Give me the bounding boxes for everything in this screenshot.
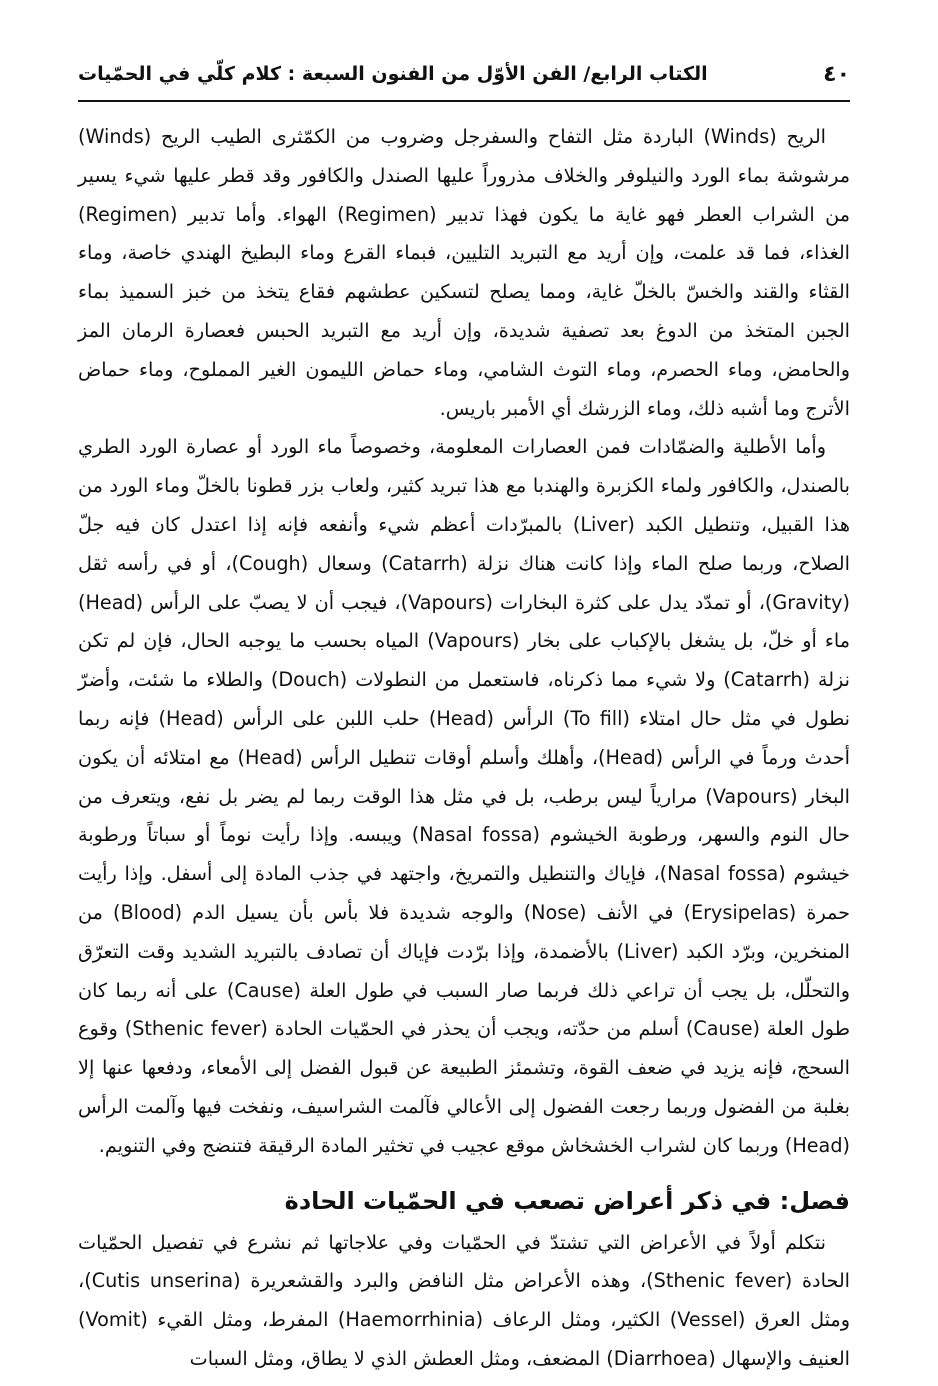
page-body	[78, 118, 850, 1379]
page-number: ٤٠	[823, 61, 850, 87]
running-title: الكتاب الرابع/ الفن الأوّل من الفنون السبعة : كلام كلّي في الحمّيات	[78, 63, 708, 85]
paragraph: الريح (Winds) الباردة مثل التفاح والسفرجل وضروب من الكمّثرى الطيب الريح (Winds) مرشوشة بماء الورد والنيلوفر والخلاف مذروراً عليها الصندل والكافور وقد قطر عليها شيء يسير من الشراب العطر فهو غاية ما يكون فهذا تدبير (Regimen) الهواء. وأما تدبير (Regimen) الغذاء، فما قد علمت، وإن أريد مع التبريد التليين، فبماء القرع وماء البطيخ الهندي خاصة، وماء القثاء والقند والخسّ بالخلّ غاية، ومما يصلح لتسكين عطشهم فقاع يتخذ من خبز السميذ بماء الجبن المتخذ من الدوغ بعد تصفية شديدة، وإن أريد مع التبريد الحبس فعصارة الرمان المز والحامض، وماء الحصرم، وماء التوث الشامي، وماء حماض الليمون الغير المملوح، وماء حماض الأترج وما أشبه ذلك، وماء الزرشك أي الأمبر باريس.	[78, 125, 850, 420]
section-paragraph: نتكلم أولاً في الأعراض التي تشتدّ في الحمّيات وفي علاجاتها ثم نشرع في تفصيل الحمّيات الحادة (Sthenic fever)، وهذه الأعراض مثل النافض والبرد والقشعريرة (Cutis unserina)، ومثل العرق (Vessel) الكثير، ومثل الرعاف (Haemorrhinia) المفرط، ومثل القيء (Vomit) العنيف والإسهال (Diarrhoea) المضعف، ومثل العطش الذي لا يطاق، ومثل السبات	[78, 1230, 851, 1370]
section-heading: فصل: في ذكر أعراض تصعب في الحمّيات الحادة	[284, 1186, 850, 1215]
page-header	[78, 52, 850, 96]
paragraph: وأما الأطلية والضمّادات فمن العصارات المعلومة، وخصوصاً ماء الورد أو عصارة الورد الطري بالصندل، والكافور ولماء الكزبرة والهندبا مع هذا تبريد كثير، ولعاب بزر قطونا بالخلّ وماء الورد من هذا القبيل، وتنطيل الكبد (Liver) بالمبرّدات أعظم شيء وأنفعه فإنه إذا اعتدل كان فيه جلّ الصلاح، وربما صلح الماء وإذا كانت هناك نزلة (Catarrh) وسعال (Cough)، أو في رأسه ثقل (Gravity)، أو تمدّد يدل على كثرة البخارات (Vapours)، فيجب أن لا يصبّ على الرأس (Head) ماء أو خلّ، بل يشغل بالإكباب على بخار (Vapours) المياه بحسب ما يوجبه الحال، فإن لم تكن نزلة (Catarrh) ولا شيء مما ذكرناه، فاستعمل من النطولات (Douch) والطلاء ما شئت، وأضرّ نطول في مثل حال امتلاء (To fill) الرأس (Head) حلب اللبن على الرأس (Head) فإنه ربما أحدث ورماً في الرأس (Head)، وأهلك وأسلم أوقات تنطيل الرأس (Head) مع امتلائه أن يكون البخار (Vapours) مرارياً ليس برطب، بل في مثل هذا الوقت ربما لم يضر بل نفع، ويتعرف من حال النوم والسهر، ورطوبة الخيشوم (Nasal fossa) ويبسه. وإذا رأيت نوماً أو سباتاً ورطوبة خيشوم (Nasal fossa)، فإياك والتنطيل والتمريخ، واجتهد في جذب المادة إلى أسفل. وإذا رأيت حمرة (Erysipelas) في الأنف (Nose) والوجه شديدة فلا بأس بأن يسيل الدم (Blood) من المنخرين، وبرّد الكبد (Liver) بالأضمدة، وإذا برّدت فإياك أن تصادف بالتبريد الشديد وقت التعرّق والتحلّل، بل يجب أن تراعي ذلك فربما صار السبب في طول العلة (Cause) على أنه ربما كان طول العلة (Cause) أسلم من حدّته، ويجب أن يحذر في الحمّيات الحادة (Sthenic fever) وقوع السحج، فإنه يزيد في ضعف القوة، وتشمئز الطبيعة عن قبول الفضل إلى الأمعاء، ودفعها عنها إلا بغلبة من الفضول وربما رجعت الفضول إلى الأعالي فآلمت الشراسيف، ونفخت فيها وآلمت الرأس (Head) وربما كان لشراب الخشخاش موقع عجيب في تخثير المادة الرقيقة فتنضج وفي التنويم.	[78, 435, 851, 1157]
header-rule	[78, 100, 850, 102]
